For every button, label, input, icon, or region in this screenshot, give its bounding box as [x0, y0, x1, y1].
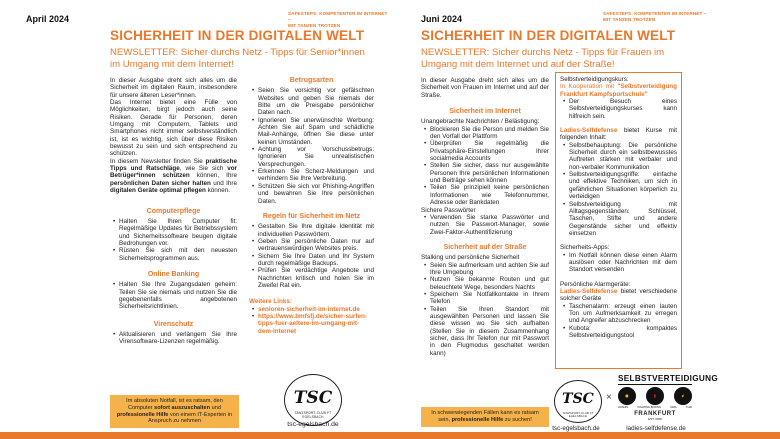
- list-item: • Selbstbehauptung: Die persönliche Sicherheit durch ein selbstbewusstes Auftreten stärken mit verbaler und non-verbaler Kommunikation: [569, 142, 677, 171]
- list-item: • Erkennen Sie Scherz-Meldungen und verhindern Sie Ihre Verbreitung.: [258, 168, 374, 183]
- left-column: [421, 77, 549, 357]
- tsc-logo: TSC TANZSPORT-CLUB FT EGELSBACH: [554, 380, 602, 423]
- list-item: • Geben Sie persönliche Daten nur auf vertrauenswürdigen Websites preis.: [258, 238, 374, 253]
- list-item: • Halten Sie Ihren Computer fit: Regelmäßige Updates für Betriebssystem und Sicherheitssoftware beugen digitale Bedrohungen vor.: [119, 218, 237, 247]
- issue-month: April 2024: [26, 14, 70, 24]
- list-item: • Speichern Sie Notfallkontakte in Ihrem Telefon: [430, 291, 549, 306]
- bottom-accent-bar: [0, 432, 780, 439]
- list-item: • Prüfen Sie verdächtige Angebote und Nachrichten kritisch und holen Sie im Zweifel Rat ein.: [258, 267, 374, 289]
- list-item: • Selbstverteidigungsgriffe: einfache und effektive Techniken, um sich in gefährlichen Situationen körperlich zu verteidigen: [569, 171, 677, 200]
- ladies-intro: Ladies-Selfdefense bietet Kurse mit folgenden Inhalt:: [560, 127, 677, 142]
- left-column: [110, 77, 237, 346]
- street-list: [430, 262, 549, 357]
- self-defense-box: [555, 72, 682, 369]
- section-heading-banking: Online Banking: [147, 270, 200, 278]
- list-item: • Nutzen Sie bekannte Routen und gut beleuchtete Wege, besonders Nachts: [430, 276, 549, 291]
- internet-list: [430, 126, 549, 207]
- intro-paragraph: In diesem Newsletter finden Sie praktische Tipps und Ratschläge, wie Sie sich vor Betrüger*innen schützen können, Ihre persönlichen Daten sicher halten und Ihre digitalen Geräte optimal pflegen können.: [110, 157, 238, 195]
- selbstverteidigung-logo: SELBSTVERTEIDIGUNG ✊ 🥊 ⚡ HOSHIN FIGHTING BOXING MMA THAI FRANKFURT EST. 2005: [618, 374, 692, 424]
- issue-month: Juni 2024: [421, 14, 463, 24]
- list-item: • Seien Sie aufmerksam und achten Sie auf Ihre Umgebung: [430, 262, 549, 277]
- list-item: • Aktualisieren und verlängern Sie Ihre Virensoftware-Lizenzen regelmäßig.: [119, 331, 237, 346]
- website-text: tsc-egelsbach.de: [552, 425, 600, 432]
- emergency-callout: Im absoluten Notfall, ist es ratsam, den Computer sofort auszuschalten und professionelle Hilfe von einem IT-Experten in Anspruch zu nehmen: [110, 395, 239, 428]
- fist-icon: ✊: [618, 387, 636, 405]
- link-bmfsfj[interactable]: https://www.bmfsfj.de/sicher-surfen-tipps-fuer-aeltere-im-umgang-mit-dem-internet: [258, 312, 367, 335]
- fraud-list: [258, 87, 374, 205]
- password-list: [430, 214, 549, 236]
- intro-paragraph: In dieser Ausgabe dreht sich alles um die Sicherheit von Frauen im Internet und auf der Straße.: [421, 77, 549, 99]
- box-heading-apps: Sicherheits-Apps:: [560, 244, 610, 252]
- tagline: SAFESTEPS: KOMPETENTER IM INTERNET – MIT TANZEN TROTZEN: [603, 11, 707, 22]
- alarm-intro: Ladies-Selfdefense bietet verschiedene solcher Geräte: [560, 287, 677, 303]
- website-text: tsc-egelsbach.de: [287, 421, 339, 428]
- list-item: • Taschenalarm: erzeugt einen lauten Ton um Aufmerksamkeit zu erregen und Angreifer abzuschrecken: [569, 303, 677, 325]
- computer-list: [119, 218, 237, 262]
- help-callout: In schwerwiegenden Fällen kann es ratsam sein, professionelle Hilfe zu suchen!: [421, 407, 549, 427]
- list-item: • Achtung vor Vorschussbetrugs: Ignorieren Sie unrealistischen Versprechungen.: [258, 146, 374, 168]
- links-section: [249, 298, 374, 335]
- list-item: • Kubota: kompaktes Selbstverteidigungstool: [569, 325, 677, 340]
- box-heading-alarm: Persönliche Alarmgeräte:: [560, 280, 631, 288]
- box-heading-course: Selbstverteidigungskurs:: [560, 76, 629, 83]
- list-item: • Teilen Sie prinzipiell keine persönlichen Informationen wie Telefonnummer, Adresse oder Bankdaten: [430, 184, 549, 206]
- list-item: • Ignorieren Sie unerwünschte Werbung: Achten Sie auf Spam und schädliche Mail-Anhänge, öffnen Sie diese unter keinen Umständen.: [258, 117, 374, 146]
- intro-paragraph: In dieser Ausgabe dreht sich alles um die Sicherheit im digitalen Raum, insbesondere für unsere älteren Leser*innen.: [110, 77, 237, 99]
- list-item: • Überprüfen Sie regelmäßig die Privatsphäre-Einstellungen Ihrer socialmedia Accounts: [430, 140, 549, 162]
- newsletter-june: [390, 0, 780, 439]
- subsection-label: Unangebrachte Nachrichten / Belästigung:: [421, 118, 540, 126]
- list-item: • Halten Sie Ihre Zugangsdaten geheim: Teilen Sie sie niemals und nutzen Sie die gegebenenfalls angebotenen Sicherheitsrichtlinien.: [119, 281, 237, 310]
- list-item: • Selbstverteidigung mit Alltagsgegenständen: Schlüssel, Taschen, Stifte und andere Gegenstände sicher und effektiv einsetzen: [569, 201, 677, 238]
- tagline: SAFESTEPS: KOMPETENTER IM INTERNET – MIT TANZEN TROTZEN: [288, 11, 388, 28]
- page-subtitle: NEWSLETTER: Sicher durchs Netz - Tipps für Frauen im Umgang mit dem Internet und auf der Straße!: [421, 47, 665, 70]
- section-heading-internet: Sicherheit im Internet: [449, 108, 521, 116]
- website-text: ladies-selfdefense.de: [626, 425, 686, 432]
- right-column: [249, 77, 374, 335]
- tsc-logo: TSC TANZSPORT-CLUB FT EGELSBACH: [284, 374, 342, 426]
- list-item: • Im Notfall können diese einen Alarm auslösen oder Nachrichten mit dem Standort versenden: [569, 252, 677, 274]
- subsection-label: Stalking und persönliche Sicherheit: [421, 254, 520, 262]
- list-item: • Stellen Sie sicher, dass nur ausgewählte Personen Ihre persönlichen Informationen und Beiträge sehen können: [430, 162, 549, 184]
- intro-paragraph: Das Internet bietet eine Fülle von Möglichkeiten, birgt jedoch auch seine Risiken. Gerade für Personen, deren Umgang mit Computern, Tablets und Smartphones nicht immer selbstverständlich ist, ist es wichtig, sich über diese Risiken bewusst zu sein und sich entsprechend zu schützen.: [110, 99, 237, 158]
- subsection-label: Sichere Passwörter: [421, 206, 476, 214]
- banking-list: [119, 281, 237, 310]
- ladies-list: [569, 142, 677, 237]
- list-item: • Der Besuch eines Selbstverteidigungskurses kann hilfreich sein.: [569, 98, 677, 120]
- list-item: • Blockieren Sie die Person und melden Sie den Vorfall der Plattform: [430, 126, 549, 141]
- times-icon: ×: [606, 392, 612, 403]
- list-item: • Rüsten Sie sich mit den neuesten Sicherheitsprogrammen aus.: [119, 247, 237, 262]
- course-list: [569, 98, 677, 120]
- list-item: • Seien Sie vorsichtig vor gefälschten Websites und geben Sie niemals der Bitte um die Preisgabe persönlicher Daten nach.: [258, 87, 374, 116]
- list-item: • Verwenden Sie starke Passwörter und nutzen Sie Passwort-Manager, sowie Zwei-Faktor-Authentifizierung: [430, 214, 549, 236]
- kick-icon: ⚡: [674, 387, 692, 405]
- section-heading-street: Sicherheit auf der Straße: [443, 243, 527, 251]
- list-item: • Schützen Sie sich vor Phishing-Angriffen und bewahren Sie Ihre persönlichen Daten.: [258, 183, 374, 205]
- section-heading-computer: Computerpflege: [146, 207, 201, 215]
- apps-list: [569, 252, 677, 274]
- boxing-icon: 🥊: [646, 387, 664, 405]
- list-item: • Gestalten Sie Ihre digitale Identität mit individuellen Passwörtern.: [258, 223, 374, 238]
- section-heading-rules: Regeln für Sicherheit im Netz: [262, 212, 361, 220]
- course-cooperation: In Kooperation mit "Selbstverteidigung Frankfurt Kampfsportschule": [560, 83, 677, 98]
- rules-list: [258, 223, 374, 289]
- alarm-list: [569, 303, 677, 340]
- section-heading-virus: Virenschutz: [153, 320, 194, 328]
- page-subtitle: NEWSLETTER: Sicher durchs Netz - Tipps für Senior*innen im Umgang mit dem Internet!: [110, 47, 365, 70]
- list-item: • Teilen Sie Ihren Standort mit ausgewählten Personen und lassen Sie diese wissen wo Sie sich aufhalten (Stellen Sie in diesem Zusammenhang sicher, dass Ihr Telefon nur mit Passwort in den Flugmodus geschaltet werden kann): [430, 306, 549, 357]
- list-item: • Sichern Sie Ihre Daten und Ihr System durch regelmäßige Backups.: [258, 253, 374, 268]
- page-title: SICHERHEIT IN DER DIGITALEN WELT: [421, 28, 676, 43]
- section-heading-fraud: Betrugsarten: [289, 77, 334, 84]
- page-title: SICHERHEIT IN DER DIGITALEN WELT: [110, 28, 365, 43]
- links-heading: Weitere Links:: [249, 298, 292, 306]
- link-senioren-sicherheit[interactable]: senioren-sicherheit-im-internet.de: [258, 305, 360, 313]
- virus-list: [119, 331, 237, 346]
